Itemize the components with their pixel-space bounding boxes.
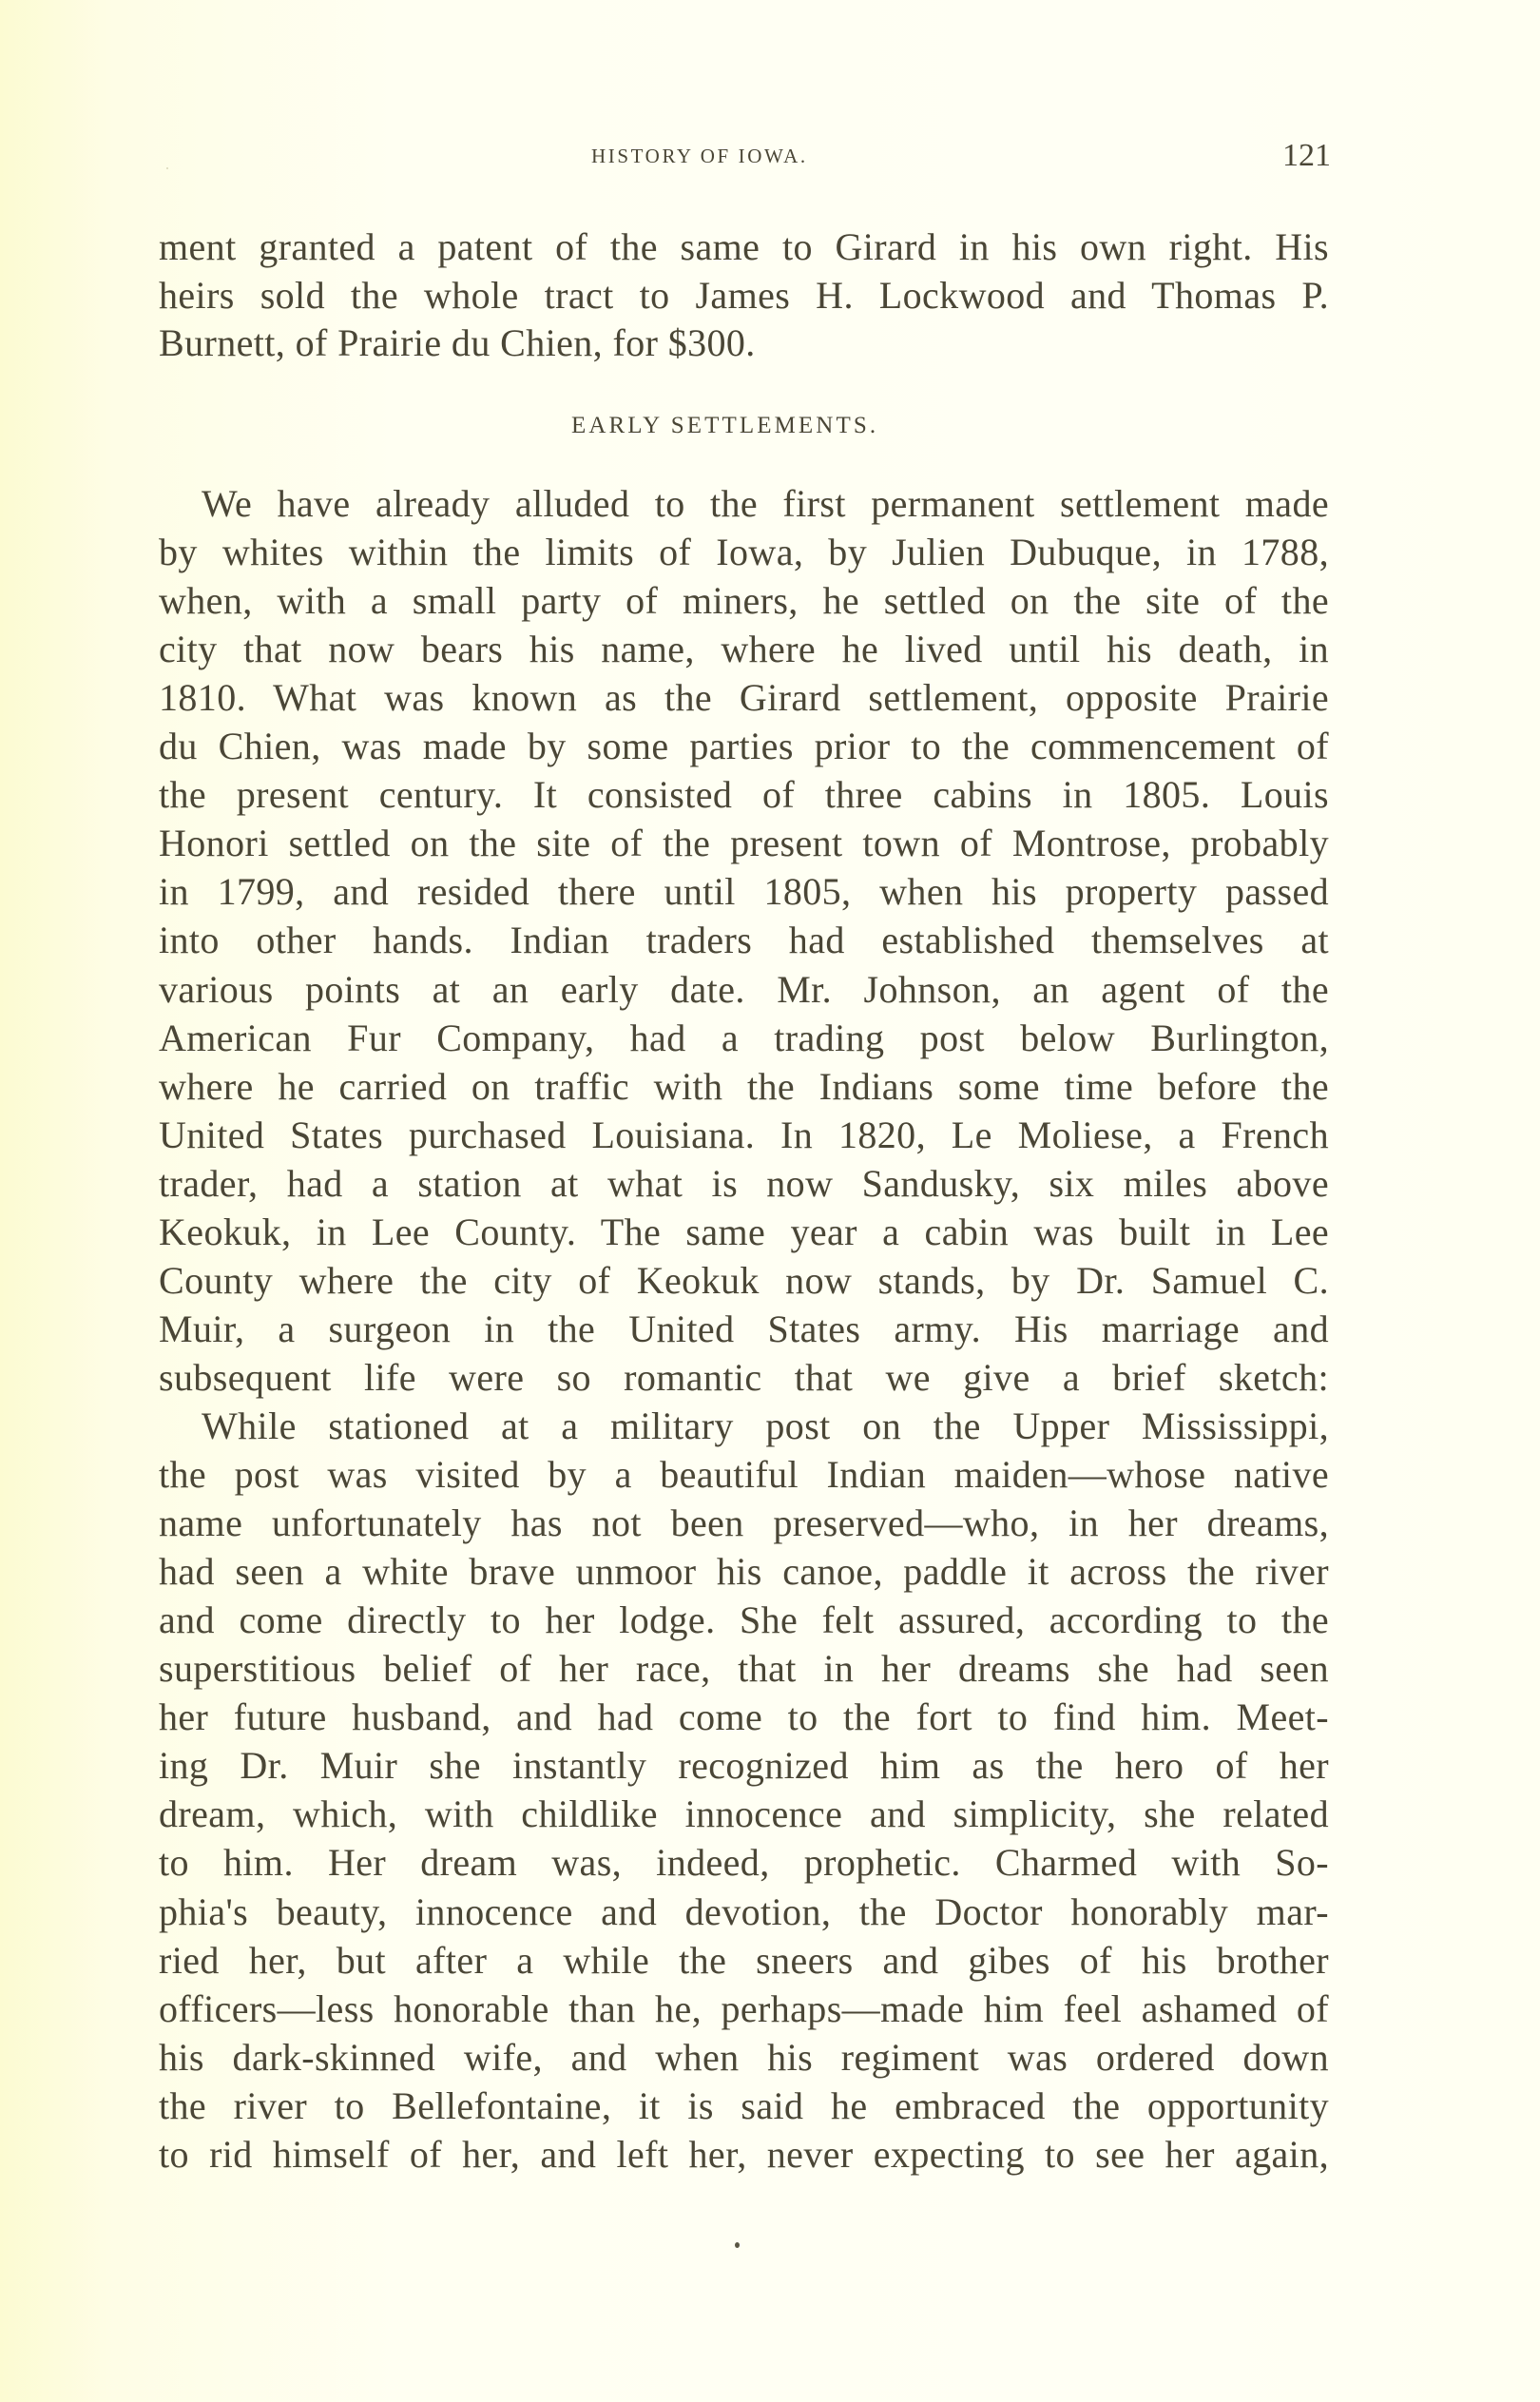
running-head-title: HISTORY OF IOWA. <box>591 145 808 167</box>
text-line: by whites within the limits of Iowa, by Julien Dubuque, in 1788, <box>159 531 1329 573</box>
paper-speck <box>166 167 168 169</box>
text-line: Keokuk, in Lee County. The same year a cabin was built in Lee <box>159 1211 1329 1253</box>
text-line: various points at an early date. Mr. Johnson, an agent of the <box>159 968 1329 1011</box>
text-line: du Chien, was made by some parties prior to the commencement of <box>159 725 1329 767</box>
text-line: trader, had a station at what is now Sandusky, six miles above <box>159 1162 1329 1205</box>
text-line: 1810. What was known as the Girard settlement, opposite Prairie <box>159 676 1329 719</box>
text-line: name unfortunately has not been preserved—who, in her dreams, <box>159 1501 1329 1544</box>
text-line: in 1799, and resided there until 1805, when his property passed <box>159 870 1329 913</box>
text-line: ried her, but after a while the sneers and gibes of his brother <box>159 1939 1329 1982</box>
text-line: officers—less honorable than he, perhaps—made him feel ashamed of <box>159 1987 1329 2030</box>
text-line: city that now bears his name, where he lived until his death, in <box>159 628 1329 670</box>
text-line: her future husband, and had come to the fort to find him. Meet- <box>159 1695 1329 1738</box>
text-line: heirs sold the whole tract to James H. Lockwood and Thomas P. <box>159 274 1329 317</box>
text-line: County where the city of Keokuk now stands, by Dr. Samuel C. <box>159 1259 1329 1302</box>
text-line: United States purchased Louisiana. In 1820, Le Moliese, a French <box>159 1114 1329 1156</box>
section-heading: EARLY SETTLEMENTS. <box>571 413 879 438</box>
text-line: when, with a small party of miners, he settled on the site of the <box>159 579 1329 622</box>
text-line: superstitious belief of her race, that in her dreams she had seen <box>159 1647 1329 1690</box>
text-line: Honori settled on the site of the present town of Montrose, probably <box>159 822 1329 864</box>
text-line: ment granted a patent of the same to Girard in his own right. His <box>159 225 1329 268</box>
text-line: where he carried on traffic with the Indians some time before the <box>159 1065 1329 1108</box>
text-line: the present century. It consisted of three cabins in 1805. Louis <box>159 773 1329 816</box>
text-line: to him. Her dream was, indeed, prophetic. Charmed with So- <box>159 1841 1329 1884</box>
text-line: Burnett, of Prairie du Chien, for $300. <box>159 321 756 364</box>
text-line: had seen a white brave unmoor his canoe, paddle it across the river <box>159 1550 1329 1593</box>
text-line: subsequent life were so romantic that we give a brief sketch: <box>159 1356 1329 1399</box>
text-line: dream, which, with childlike innocence and simplicity, she related <box>159 1792 1329 1835</box>
text-line: ing Dr. Muir she instantly recognized him as the hero of her <box>159 1744 1329 1787</box>
text-line: We have already alluded to the first permanent settlement made <box>202 482 1329 525</box>
text-line: Muir, a surgeon in the United States army. His marriage and <box>159 1308 1329 1350</box>
text-line: While stationed at a military post on the Upper Mississippi, <box>202 1404 1329 1447</box>
text-line: American Fur Company, had a trading post below Burlington, <box>159 1017 1329 1059</box>
text-line: to rid himself of her, and left her, never expecting to see her again, <box>159 2133 1329 2176</box>
text-line: his dark-skinned wife, and when his regiment was ordered down <box>159 2036 1329 2079</box>
text-line: the river to Bellefontaine, it is said he embraced the opportunity <box>159 2084 1329 2127</box>
text-line: and come directly to her lodge. She felt assured, according to the <box>159 1598 1329 1641</box>
page-number: 121 <box>1282 138 1331 173</box>
text-line: the post was visited by a beautiful Indian maiden—whose native <box>159 1453 1329 1496</box>
printer-mark-dot <box>735 2242 740 2248</box>
text-line: phia's beauty, innocence and devotion, the Doctor honorably mar- <box>159 1890 1329 1933</box>
text-line: into other hands. Indian traders had established themselves at <box>159 919 1329 961</box>
